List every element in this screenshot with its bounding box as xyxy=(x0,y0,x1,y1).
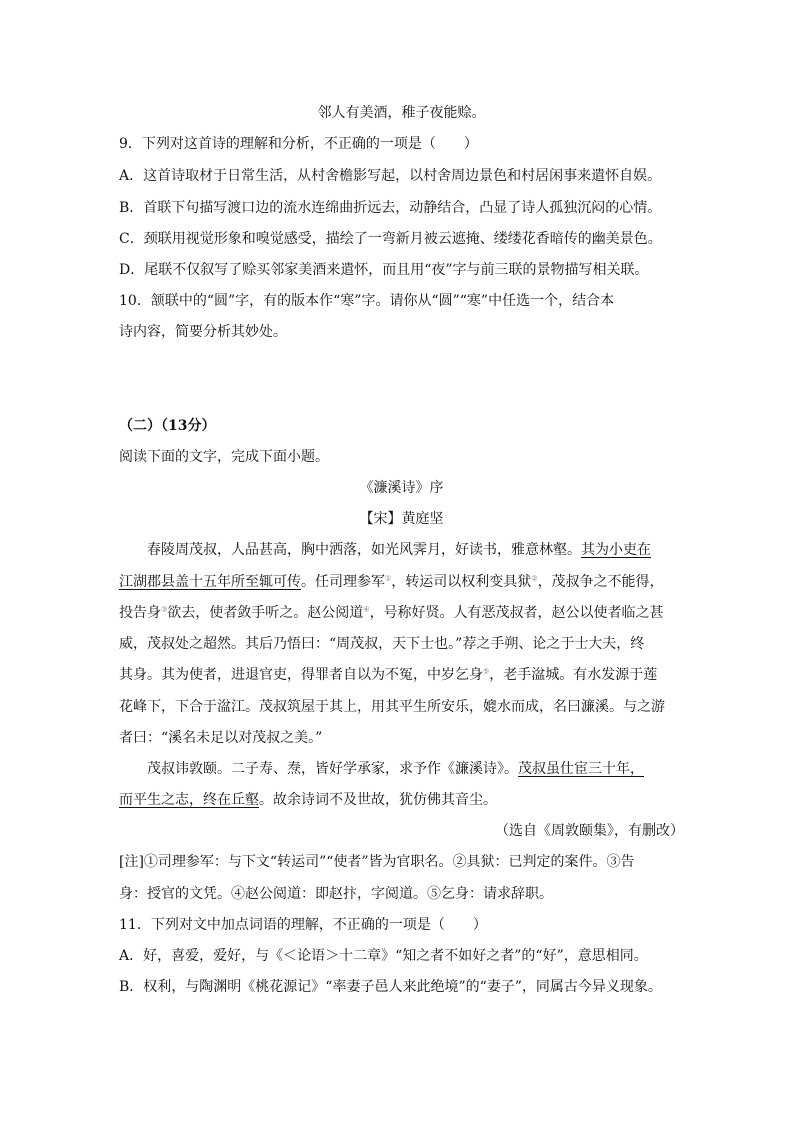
section-2-instruction: 阅读下面的文字，完成下面小题。 xyxy=(119,449,329,465)
question-11-option-b: B．权利，与陶渊明《桃花源记》“率妻子邑人来此绝境”的“妻子”，同属古今异义现象。 xyxy=(119,979,662,995)
passage-text: ，老手湓城。有水发源于莲 xyxy=(489,667,658,683)
passage-text: ，茂叔争之不能得， xyxy=(537,574,664,590)
passage-p2-line-2 xyxy=(119,790,684,810)
passage-author: 【宋】黄庭坚 xyxy=(359,511,444,527)
question-11-stem: 11．下列对文中加点词语的理解，不正确的一项是（ ） xyxy=(119,917,487,933)
underlined-sentence: 其为小吏在 xyxy=(581,542,651,558)
passage-p1-line-7: 者曰：“溪名未足以对茂叔之美。” xyxy=(119,730,323,746)
passage-text: ，转运司以权利变具狱 xyxy=(391,574,532,590)
passage-p1-line-4: 威，茂叔处之超然。其后乃悟曰：“周茂叔，天下士也。”荐之手朔、论之于士大夫，终 xyxy=(119,636,645,652)
passage-text: 其身。其为使者，进退官吏，得罪者自以为不冤，中岁乞身 xyxy=(119,667,483,683)
passage-text: 。故余诗词不及世故，犹仿佛其音尘。 xyxy=(259,792,497,808)
question-9-stem: 9．下列对这首诗的理解和分析，不正确的一项是（ ） xyxy=(119,136,478,152)
underlined-sentence: 茂叔虽仕宦三十年， xyxy=(518,761,644,777)
question-9-option-c: C．颈联用视觉形象和嗅觉感受，描绘了一弯新月被云遮掩、缕缕花香暗传的幽美景色。 xyxy=(119,231,662,247)
section-2-heading: （二）（13分） xyxy=(119,418,216,434)
question-9-option-a: A．这首诗取材于日常生活，从村舍檐影写起，以村舍周边景色和村居闲事来遣怀自娱。 xyxy=(119,168,662,184)
passage-source: （选自《周敦颐集》，有删改） xyxy=(495,823,684,839)
footnote-marker-3: ③ xyxy=(161,605,168,614)
question-9-option-b: B．首联下句描写渡口边的流水连绵曲折远去，动静结合，凸显了诗人孤独沉闷的心情。 xyxy=(119,200,662,216)
passage-p1-line-6: 花峰下，下合于湓江。茂叔筑屋于其上，用其平生所安乐，媲水而成，名曰濂溪。与之游 xyxy=(119,699,665,715)
passage-text: 投告身 xyxy=(119,605,161,621)
passage-p2-line-1 xyxy=(119,759,684,779)
passage-p1-line-2 xyxy=(119,572,684,592)
question-9-option-d: D．尾联不仅叙写了赊买邻家美酒来遣怀，而且用“夜”字与前三联的景物描写相关联。 xyxy=(119,262,649,278)
passage-text: 茂叔讳敦颐。二子寿、焘，皆好学承家，求予作《濂溪诗》。 xyxy=(147,761,518,777)
question-11-option-a: A．好，喜爱，爱好，与《＜论语＞十二章》“知之者不如好之者”的“好”，意思相同。 xyxy=(119,948,648,964)
footnote-marker-4: ④ xyxy=(363,605,370,614)
passage-text: 春陵周茂叔，人品甚高，胸中洒落，如光风霁月，好读书，雅意林壑。 xyxy=(147,542,581,558)
underlined-sentence: 江湖郡县盖十五年所至辄可传 xyxy=(119,574,301,590)
passage-p1-line-1 xyxy=(119,540,684,560)
footnote-marker-2: ② xyxy=(531,574,538,583)
poem-last-line: 邻人有美酒，稚子夜能赊。 xyxy=(317,105,486,121)
footnote-marker-5: ⑤ xyxy=(483,667,490,676)
underlined-sentence: 而平生之志，终在丘壑 xyxy=(119,792,259,808)
question-10-line-2: 诗内容，简要分析其妙处。 xyxy=(119,324,287,340)
notes-line-1: [注]①司理参军：与下文“转运司”“使者”皆为官职名。②具狱：已判定的案件。③告 xyxy=(119,854,635,870)
passage-p1-line-5 xyxy=(119,665,684,685)
passage-text: 。任司理参军 xyxy=(301,574,385,590)
notes-line-2: 身：授官的文凭。④赵公阅道：即赵抃，字阅道。⑤乞身：请求辞职。 xyxy=(119,886,553,902)
passage-text: ，号称好贤。人有恶茂叔者，赵公以使者临之甚 xyxy=(369,605,664,621)
passage-title: 《濂溪诗》序 xyxy=(359,480,444,496)
passage-text: 欲去，使者敛手听之。赵公阅道 xyxy=(167,605,364,621)
footnote-marker-1: ① xyxy=(385,574,392,583)
question-10-line-1: 10．颔联中的“圆”字，有的版本作“寒”字。请你从“圆”“寒”中任选一个，结合本 xyxy=(119,293,615,309)
passage-p1-line-3 xyxy=(119,603,684,623)
